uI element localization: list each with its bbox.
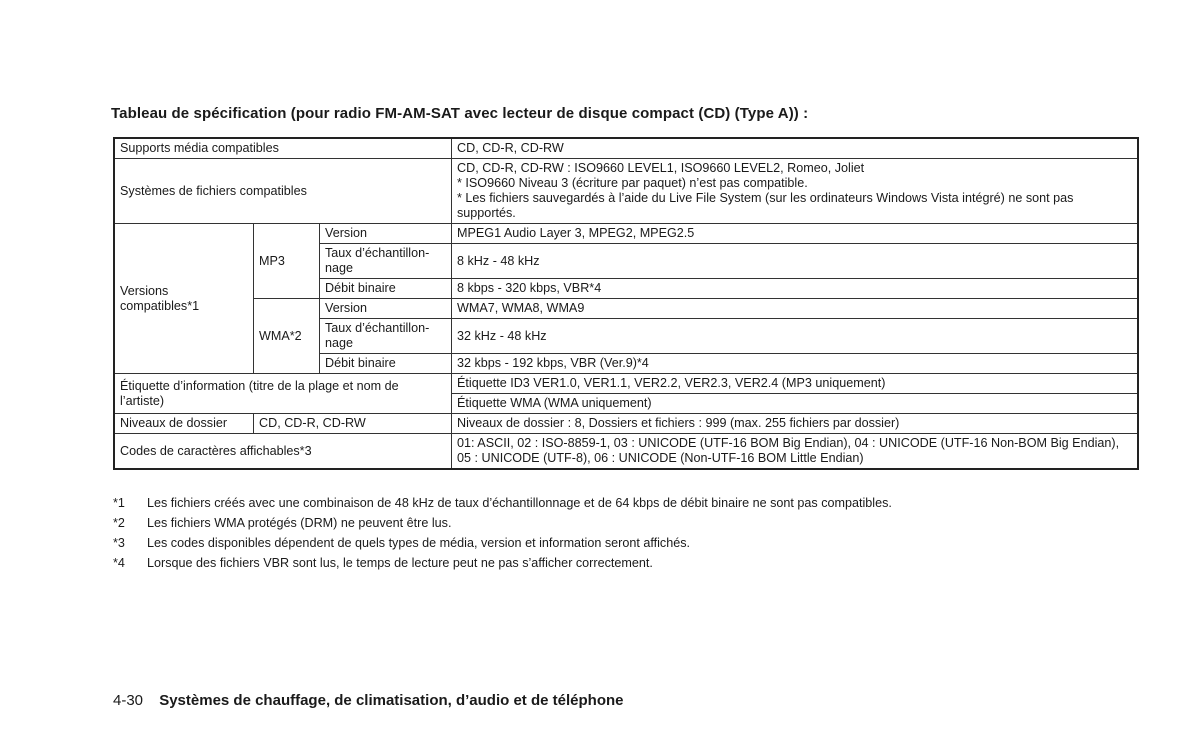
page-footer xyxy=(113,692,624,709)
table-row xyxy=(114,414,1138,434)
wma-label: WMA*2 xyxy=(254,299,320,374)
mp3-rate-value: 8 kHz - 48 kHz xyxy=(452,244,1139,279)
mp3-rate-label: Taux d’échantillon-nage xyxy=(320,244,452,279)
table-title: Tableau de spécification (pour radio FM-AM-SAT avec lecteur de disque compact (CD) (Type A)) : xyxy=(111,105,809,122)
tag-value-wma: Étiquette WMA (WMA uniquement) xyxy=(452,394,1139,414)
footnote-mark: *3 xyxy=(113,536,125,550)
mp3-label: MP3 xyxy=(254,224,320,299)
table-row xyxy=(114,159,1138,224)
footnote-text: Lorsque des fichiers VBR sont lus, le temps de lecture peut ne pas s’afficher correctement. xyxy=(147,556,653,570)
footnote xyxy=(113,553,892,573)
folder-value: Niveaux de dossier : 8, Dossiers et fichiers : 999 (max. 255 fichiers par dossier) xyxy=(452,414,1139,434)
fs-line: CD, CD-R, CD-RW : ISO9660 LEVEL1, ISO9660 LEVEL2, Romeo, Joliet xyxy=(457,161,865,175)
table-row xyxy=(114,374,1138,394)
codes-value: 01: ASCII, 02 : ISO-8859-1, 03 : UNICODE (UTF-16 BOM Big Endian), 04 : UNICODE (UTF-16 Non-BOM Big Endian), 05 : UNICODE (UTF-8), 06 : UNICODE (Non-UTF-16 BOM Little Endian) xyxy=(452,434,1139,470)
footnotes xyxy=(113,493,892,573)
table-row xyxy=(114,138,1138,159)
fs-line: * ISO9660 Niveau 3 (écriture par paquet) n’est pas compatible. xyxy=(457,176,808,190)
media-value: CD, CD-R, CD-RW xyxy=(452,138,1139,159)
media-label: Supports média compatibles xyxy=(114,138,452,159)
table-row xyxy=(114,434,1138,470)
mp3-bitrate-value: 8 kbps - 320 kbps, VBR*4 xyxy=(452,279,1139,299)
wma-bitrate-label: Débit binaire xyxy=(320,354,452,374)
fs-value xyxy=(452,159,1139,224)
wma-version-label: Version xyxy=(320,299,452,319)
wma-rate-value: 32 kHz - 48 kHz xyxy=(452,319,1139,354)
table-row xyxy=(114,224,1138,244)
footnote-text: Les fichiers WMA protégés (DRM) ne peuvent être lus. xyxy=(147,516,452,530)
footnote-mark: *1 xyxy=(113,496,125,510)
footnote-mark: *4 xyxy=(113,556,125,570)
codes-label: Codes de caractères affichables*3 xyxy=(114,434,452,470)
footnote xyxy=(113,513,892,533)
table-row xyxy=(114,299,1138,319)
tag-value-id3: Étiquette ID3 VER1.0, VER1.1, VER2.2, VER2.3, VER2.4 (MP3 uniquement) xyxy=(452,374,1139,394)
wma-rate-label: Taux d’échantillon-nage xyxy=(320,319,452,354)
mp3-bitrate-label: Débit binaire xyxy=(320,279,452,299)
section-title: Systèmes de chauffage, de climatisation, d’audio et de téléphone xyxy=(159,692,624,709)
footnote xyxy=(113,493,892,513)
footnote-text: Les fichiers créés avec une combinaison de 48 kHz de taux d’échantillonnage et de 64 kbps de débit binaire ne sont pas compatibles. xyxy=(147,496,892,510)
footnote-text: Les codes disponibles dépendent de quels types de média, version et information seront affichés. xyxy=(147,536,691,550)
footnote-mark: *2 xyxy=(113,516,125,530)
folder-label: Niveaux de dossier xyxy=(114,414,254,434)
mp3-version-value: MPEG1 Audio Layer 3, MPEG2, MPEG2.5 xyxy=(452,224,1139,244)
wma-bitrate-value: 32 kbps - 192 kbps, VBR (Ver.9)*4 xyxy=(452,354,1139,374)
mp3-version-label: Version xyxy=(320,224,452,244)
footnote xyxy=(113,533,892,553)
folder-media: CD, CD-R, CD-RW xyxy=(254,414,452,434)
spec-table xyxy=(113,137,1139,470)
wma-version-value: WMA7, WMA8, WMA9 xyxy=(452,299,1139,319)
tag-label: Étiquette d’information (titre de la plage et nom de l’artiste) xyxy=(114,374,452,414)
fs-label: Systèmes de fichiers compatibles xyxy=(114,159,452,224)
page-number: 4-30 xyxy=(113,692,144,709)
fs-line: * Les fichiers sauvegardés à l’aide du Live File System (sur les ordinateurs Windows Vista intégré) ne sont pas supportés. xyxy=(457,191,1074,220)
versions-label: Versions compatibles*1 xyxy=(114,224,254,374)
